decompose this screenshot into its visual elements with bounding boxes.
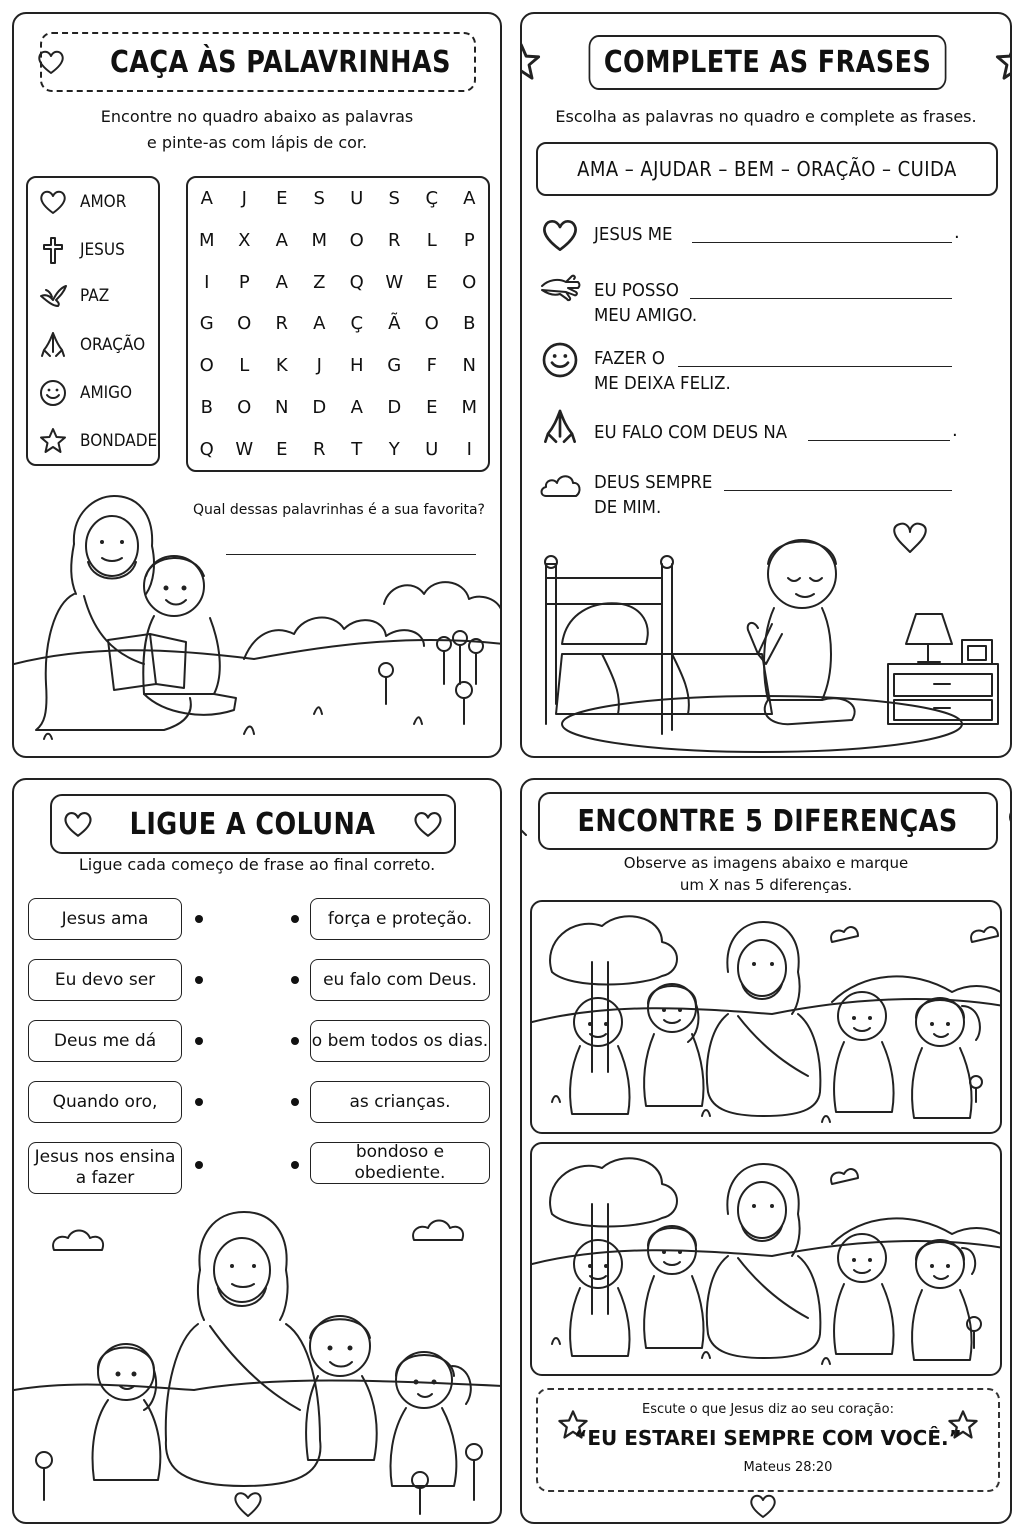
word-label: AMIGO [80, 383, 133, 403]
star-icon [993, 40, 1012, 84]
dove-icon [38, 282, 68, 310]
page-title: ENCONTRE 5 DIFERENÇAS [577, 803, 959, 839]
smiley-icon [540, 340, 580, 380]
grid-cell[interactable]: H [349, 355, 364, 377]
sentence-text: DEUS SEMPRE [594, 472, 713, 493]
letter-grid[interactable] [186, 176, 490, 472]
grid-cell[interactable]: A [200, 188, 213, 210]
right-phrase-2[interactable]: eu falo com Deus. [310, 959, 490, 1001]
grid-cell[interactable]: J [241, 188, 247, 210]
grid-cell[interactable]: B [463, 313, 476, 335]
sentence-text: FAZER O [594, 348, 665, 369]
grid-cell[interactable]: E [426, 396, 438, 418]
differences-banner [538, 792, 998, 850]
grid-cell[interactable]: T [351, 438, 363, 460]
instruction-line1: Observe as imagens abaixo e marque [623, 854, 909, 872]
list-item [38, 188, 132, 216]
grid-cell[interactable]: N [462, 355, 476, 377]
grid-cell[interactable]: A [275, 230, 288, 252]
grid-cell[interactable]: W [385, 271, 404, 293]
instruction: Ligue cada começo de frase ao final correto. [78, 855, 436, 874]
grid-cell[interactable]: M [461, 396, 478, 418]
grid-cell[interactable]: N [275, 396, 289, 418]
grid-cell[interactable]: Ã [388, 313, 401, 335]
grid-cell[interactable]: I [466, 438, 472, 460]
grid-cell[interactable]: S [388, 188, 400, 210]
grid-cell[interactable]: L [426, 230, 437, 252]
instruction-line2: e pinte-as com lápis de cor. [146, 133, 368, 152]
grid-cell[interactable]: D [312, 396, 327, 418]
word-label: JESUS [80, 240, 125, 260]
grid-cell[interactable]: P [463, 230, 475, 252]
star-icon [38, 426, 68, 456]
heart-icon [38, 188, 68, 216]
grid-cell[interactable]: O [237, 396, 252, 418]
verse-box [536, 1388, 1000, 1492]
sentence-end: . [952, 420, 958, 441]
left-dot[interactable] [195, 915, 203, 923]
heart-icon [748, 1492, 778, 1520]
grid-cell[interactable]: R [275, 313, 288, 335]
grid-cell[interactable]: W [235, 438, 254, 460]
page-title: CAÇA ÀS PALAVRINHAS [109, 44, 451, 80]
magnifier-icon [1006, 803, 1012, 839]
magnifier-icon [520, 803, 530, 839]
match-columns-panel [12, 778, 502, 1524]
left-phrase-2[interactable]: Eu devo ser [28, 959, 182, 1001]
grid-cell[interactable]: A [463, 188, 476, 210]
grid-cell[interactable]: G [387, 355, 402, 377]
list-item [38, 282, 112, 310]
grid-cell[interactable]: Y [388, 438, 400, 460]
right-dot[interactable] [291, 976, 299, 984]
right-phrase-4[interactable]: as crianças. [310, 1081, 490, 1123]
right-phrase-3[interactable]: o bem todos os dias. [310, 1020, 490, 1062]
grid-cell[interactable]: M [311, 230, 328, 252]
right-dot[interactable] [291, 915, 299, 923]
sentence-4 [594, 420, 804, 445]
left-phrase-4[interactable]: Quando oro, [28, 1081, 182, 1123]
word-label: PAZ [80, 286, 110, 306]
sentence-text: JESUS ME [594, 224, 673, 245]
complete-sentences-panel [520, 12, 1012, 758]
grid-cell[interactable]: E [276, 188, 288, 210]
right-dot[interactable] [291, 1098, 299, 1106]
sentence-2 [594, 278, 706, 328]
heart-icon [540, 216, 580, 254]
grid-cell[interactable]: R [312, 438, 326, 460]
cloud-icon [538, 470, 584, 500]
left-phrase-5[interactable]: Jesus nos ensina a fazer [28, 1142, 182, 1194]
left-phrase-1[interactable]: Jesus ama [28, 898, 182, 940]
sentence-end: . [954, 222, 960, 243]
praying-hands-icon [38, 330, 68, 360]
blank-line[interactable] [808, 440, 950, 441]
word-bank [536, 142, 998, 196]
grid-cell[interactable]: S [313, 188, 325, 210]
page-title: LIGUE A COLUNA [130, 806, 376, 842]
grid-cell[interactable]: Ç [425, 188, 439, 210]
left-dot[interactable] [195, 1161, 203, 1169]
grid-cell[interactable]: A [275, 271, 288, 293]
verse-intro: Escute o que Jesus diz ao seu coração: [642, 1402, 894, 1417]
boy-praying-illustration [522, 504, 1012, 758]
word-label: BONDADE [80, 431, 158, 451]
blank-line[interactable] [690, 298, 952, 299]
grid-cell[interactable]: E [426, 271, 438, 293]
sentence-text: EU FALO COM DEUS NA [594, 422, 788, 443]
grid-cell[interactable]: M [198, 230, 215, 252]
list-item [38, 330, 152, 360]
sentence-text: ME DEIXA FELIZ. [594, 373, 731, 394]
heart-icon [36, 48, 66, 76]
grid-cell[interactable]: B [200, 396, 213, 418]
grid-cell[interactable]: D [387, 396, 402, 418]
right-phrase-5[interactable]: bondoso e obediente. [310, 1142, 490, 1184]
sentence-1 [594, 222, 679, 247]
grid-cell[interactable]: R [387, 230, 401, 252]
helping-hand-icon [538, 270, 582, 306]
jesus-reading-illustration [14, 484, 502, 758]
list-item [38, 235, 130, 265]
grid-cell[interactable]: U [350, 188, 364, 210]
instruction-line1: Encontre no quadro abaixo as palavras [100, 107, 414, 126]
word-list [26, 176, 160, 466]
grid-cell[interactable]: O [424, 313, 439, 335]
blank-line[interactable] [692, 242, 952, 243]
grid-cell[interactable]: O [349, 230, 364, 252]
left-dot[interactable] [195, 976, 203, 984]
grid-cell[interactable]: Q [199, 438, 214, 460]
sentence-text: EU POSSO [594, 280, 679, 301]
sentence-text: MEU AMIGO. [594, 305, 698, 326]
word-search-banner [40, 32, 476, 92]
right-dot[interactable] [291, 1037, 299, 1045]
word-label: AMOR [80, 192, 127, 212]
grid-cell[interactable]: O [237, 313, 252, 335]
smiley-icon [38, 378, 68, 408]
grid-cell[interactable]: L [239, 355, 250, 377]
match-columns-banner [50, 794, 456, 854]
star-icon [520, 40, 543, 84]
grid-cell[interactable]: X [238, 230, 251, 252]
blank-line[interactable] [724, 490, 952, 491]
left-phrase-3[interactable]: Deus me dá [28, 1020, 182, 1062]
grid-cell[interactable]: O [199, 355, 214, 377]
heart-icon [62, 809, 94, 839]
grid-cell[interactable]: Ç [350, 313, 364, 335]
word-bank-text: AMA – AJUDAR – BEM – ORAÇÃO – CUIDA [577, 157, 957, 181]
jesus-children-illustration [14, 1190, 502, 1524]
scene-image-1[interactable] [530, 900, 1002, 1134]
grid-cell[interactable]: K [275, 355, 288, 377]
word-label: ORAÇÃO [80, 335, 146, 355]
sentence-3 [594, 346, 743, 396]
grid-cell[interactable]: O [462, 271, 477, 293]
cross-icon [38, 235, 68, 265]
grid-cell[interactable]: P [238, 271, 250, 293]
instruction: Escolha as palavras no quadro e complete as frases. [555, 107, 977, 126]
grid-cell[interactable]: Z [313, 271, 326, 293]
list-item [38, 426, 166, 456]
verse-text: “EU ESTAREI SEMPRE COM VOCÊ.” [574, 1426, 962, 1450]
grid-cell[interactable]: Q [349, 271, 364, 293]
praying-hands-icon [540, 406, 580, 448]
grid-cell[interactable]: E [276, 438, 288, 460]
blank-line[interactable] [678, 366, 952, 367]
left-dot[interactable] [195, 1098, 203, 1106]
grid-cell[interactable]: G [199, 313, 214, 335]
page-title: COMPLETE AS FRASES [589, 35, 947, 90]
right-phrase-1[interactable]: força e proteção. [310, 898, 490, 940]
heart-icon [412, 809, 444, 839]
word-search-panel [12, 12, 502, 758]
scene-image-2[interactable] [530, 1142, 1002, 1376]
sentence-text: DE MIM. [594, 497, 662, 518]
grid-cell[interactable]: U [425, 438, 439, 460]
favorite-question: Qual dessas palavrinhas é a sua favorita? [193, 502, 485, 518]
grid-cell[interactable]: A [313, 313, 326, 335]
grid-cell[interactable]: F [426, 355, 437, 377]
left-dot[interactable] [195, 1037, 203, 1045]
verse-reference: Mateus 28:20 [743, 1460, 833, 1475]
complete-sentences-banner [542, 32, 994, 92]
grid-cell[interactable]: J [316, 355, 322, 377]
grid-cell[interactable]: A [350, 396, 363, 418]
instruction-line2: um X nas 5 diferenças. [679, 876, 853, 894]
list-item [38, 378, 138, 408]
differences-panel [520, 778, 1012, 1524]
right-dot[interactable] [291, 1161, 299, 1169]
grid-cell[interactable]: I [204, 271, 210, 293]
